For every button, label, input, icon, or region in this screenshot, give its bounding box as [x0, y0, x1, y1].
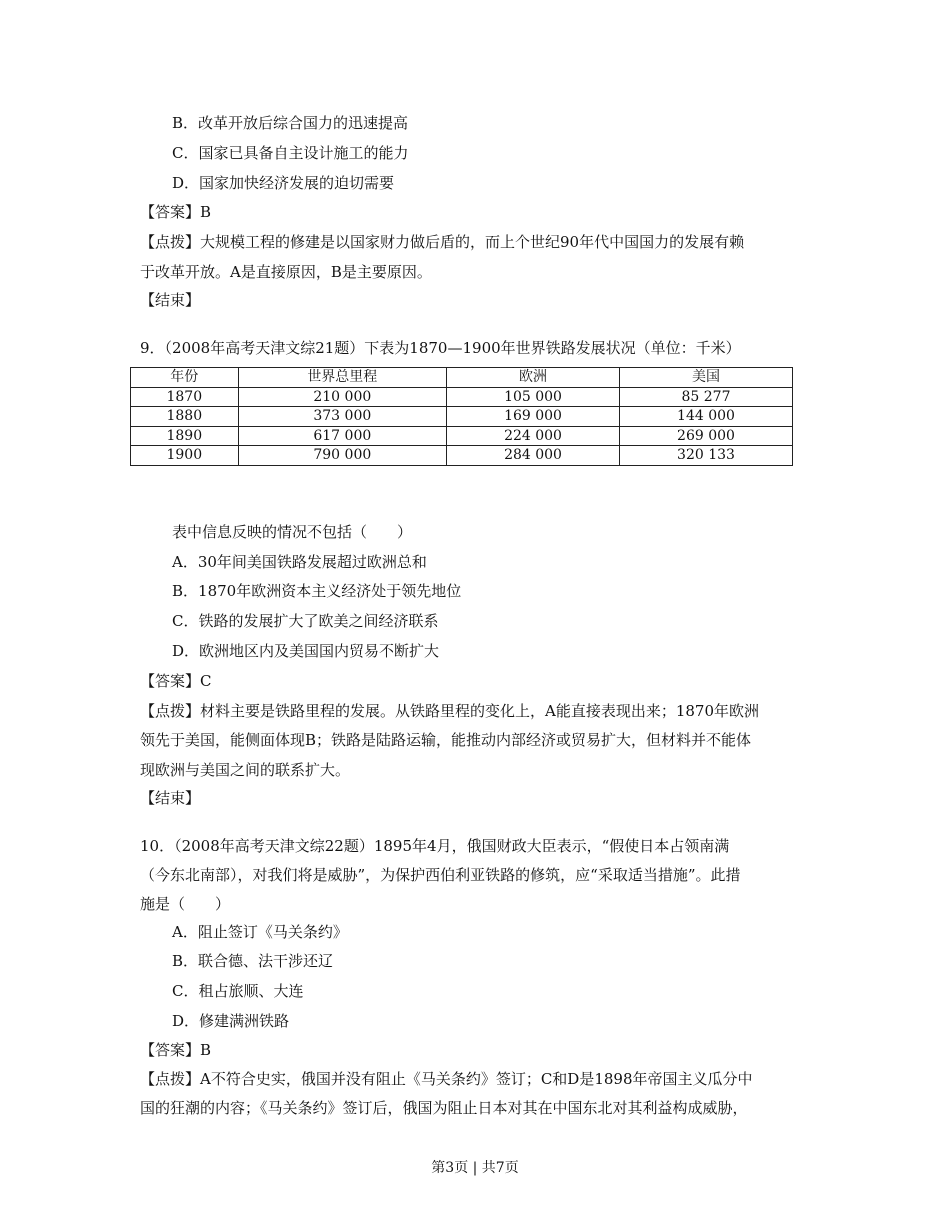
- q10-stem-line: 10．（2008年高考天津文综22题）1895年4月，俄国财政大臣表示，“假使日本占领南满: [140, 837, 730, 855]
- q10-option-a: A．阻止签订《马关条约》: [172, 923, 348, 941]
- q9-answer: 【答案】C: [140, 672, 212, 690]
- q10-option-b: B．联合德、法干涉还辽: [172, 952, 334, 970]
- table-row: [131, 426, 793, 446]
- q8-option-b: B．改革开放后综合国力的迅速提高: [172, 114, 409, 132]
- table-cell: 790 000: [238, 446, 446, 466]
- table-cell: 1880: [131, 407, 239, 427]
- table-cell: 284 000: [447, 446, 620, 466]
- q9-option-d: D．欧洲地区内及美国国内贸易不断扩大: [172, 642, 440, 660]
- q10-stem-line: （今东北南部），对我们将是威胁”，为保护西伯利亚铁路的修筑，应“采取适当措施”。此措: [140, 866, 741, 884]
- table-cell: 1900: [131, 446, 239, 466]
- q10-hint-line: 国的狂潮的内容；《马关条约》签订后，俄国为阻止日本对其在中国东北对其利益构成威胁，: [140, 1099, 748, 1117]
- table-row: [131, 446, 793, 466]
- q9-hint-line: 现欧洲与美国之间的联系扩大。: [140, 761, 351, 779]
- q10-stem-line: 施是（ ）: [140, 895, 231, 913]
- table-header-row: [131, 368, 793, 388]
- q8-option-d: D．国家加快经济发展的迫切需要: [172, 174, 395, 192]
- q8-option-c: C．国家已具备自主设计施工的能力: [172, 144, 409, 162]
- table-header: 世界总里程: [238, 368, 446, 388]
- q10-option-d: D．修建满洲铁路: [172, 1012, 290, 1030]
- q10-answer: 【答案】B: [140, 1041, 212, 1059]
- table-cell: 85 277: [620, 387, 793, 407]
- table-header: 欧洲: [447, 368, 620, 388]
- table-cell: 1890: [131, 426, 239, 446]
- q10-option-c: C．租占旅顺、大连: [172, 982, 304, 1000]
- table-row: [131, 407, 793, 427]
- q8-end: 【结束】: [140, 291, 201, 309]
- table-cell: 210 000: [238, 387, 446, 407]
- table-cell: 373 000: [238, 407, 446, 427]
- q9-option-a: A．30年间美国铁路发展超过欧洲总和: [172, 553, 427, 571]
- table-cell: 617 000: [238, 426, 446, 446]
- table-header: 年份: [131, 368, 239, 388]
- table-cell: 1870: [131, 387, 239, 407]
- q9-question: 表中信息反映的情况不包括（ ）: [172, 523, 413, 541]
- table-cell: 144 000: [620, 407, 793, 427]
- q8-hint-line: 【点拨】大规模工程的修建是以国家财力做后盾的，而上个世纪90年代中国国力的发展有赖: [140, 233, 745, 251]
- table-cell: 105 000: [447, 387, 620, 407]
- q9-end: 【结束】: [140, 789, 201, 807]
- q9-option-c: C．铁路的发展扩大了欧美之间经济联系: [172, 612, 439, 630]
- page-footer: 第3页 | 共7页: [431, 1160, 519, 1176]
- railway-table: [130, 367, 793, 466]
- table-cell: 320 133: [620, 446, 793, 466]
- q8-answer: 【答案】B: [140, 203, 212, 221]
- table-cell: 224 000: [447, 426, 620, 446]
- q10-hint-line: 【点拨】A不符合史实，俄国并没有阻止《马关条约》签订；C和D是1898年帝国主义瓜分中: [140, 1070, 753, 1088]
- q8-hint-line: 于改革开放。A是直接原因，B是主要原因。: [140, 263, 432, 281]
- table-header: 美国: [620, 368, 793, 388]
- q9-stem: 9．（2008年高考天津文综21题）下表为1870—1900年世界铁路发展状况（单位：千米）: [140, 339, 741, 357]
- table-row: [131, 387, 793, 407]
- table-cell: 169 000: [447, 407, 620, 427]
- table-cell: 269 000: [620, 426, 793, 446]
- q9-hint-line: 领先于美国，能侧面体现B；铁路是陆路运输，能推动内部经济或贸易扩大，但材料并不能体: [140, 731, 752, 749]
- q9-hint-line: 【点拨】材料主要是铁路里程的发展。从铁路里程的变化上，A能直接表现出来；1870年欧洲: [140, 702, 760, 720]
- q9-option-b: B．1870年欧洲资本主义经济处于领先地位: [172, 582, 462, 600]
